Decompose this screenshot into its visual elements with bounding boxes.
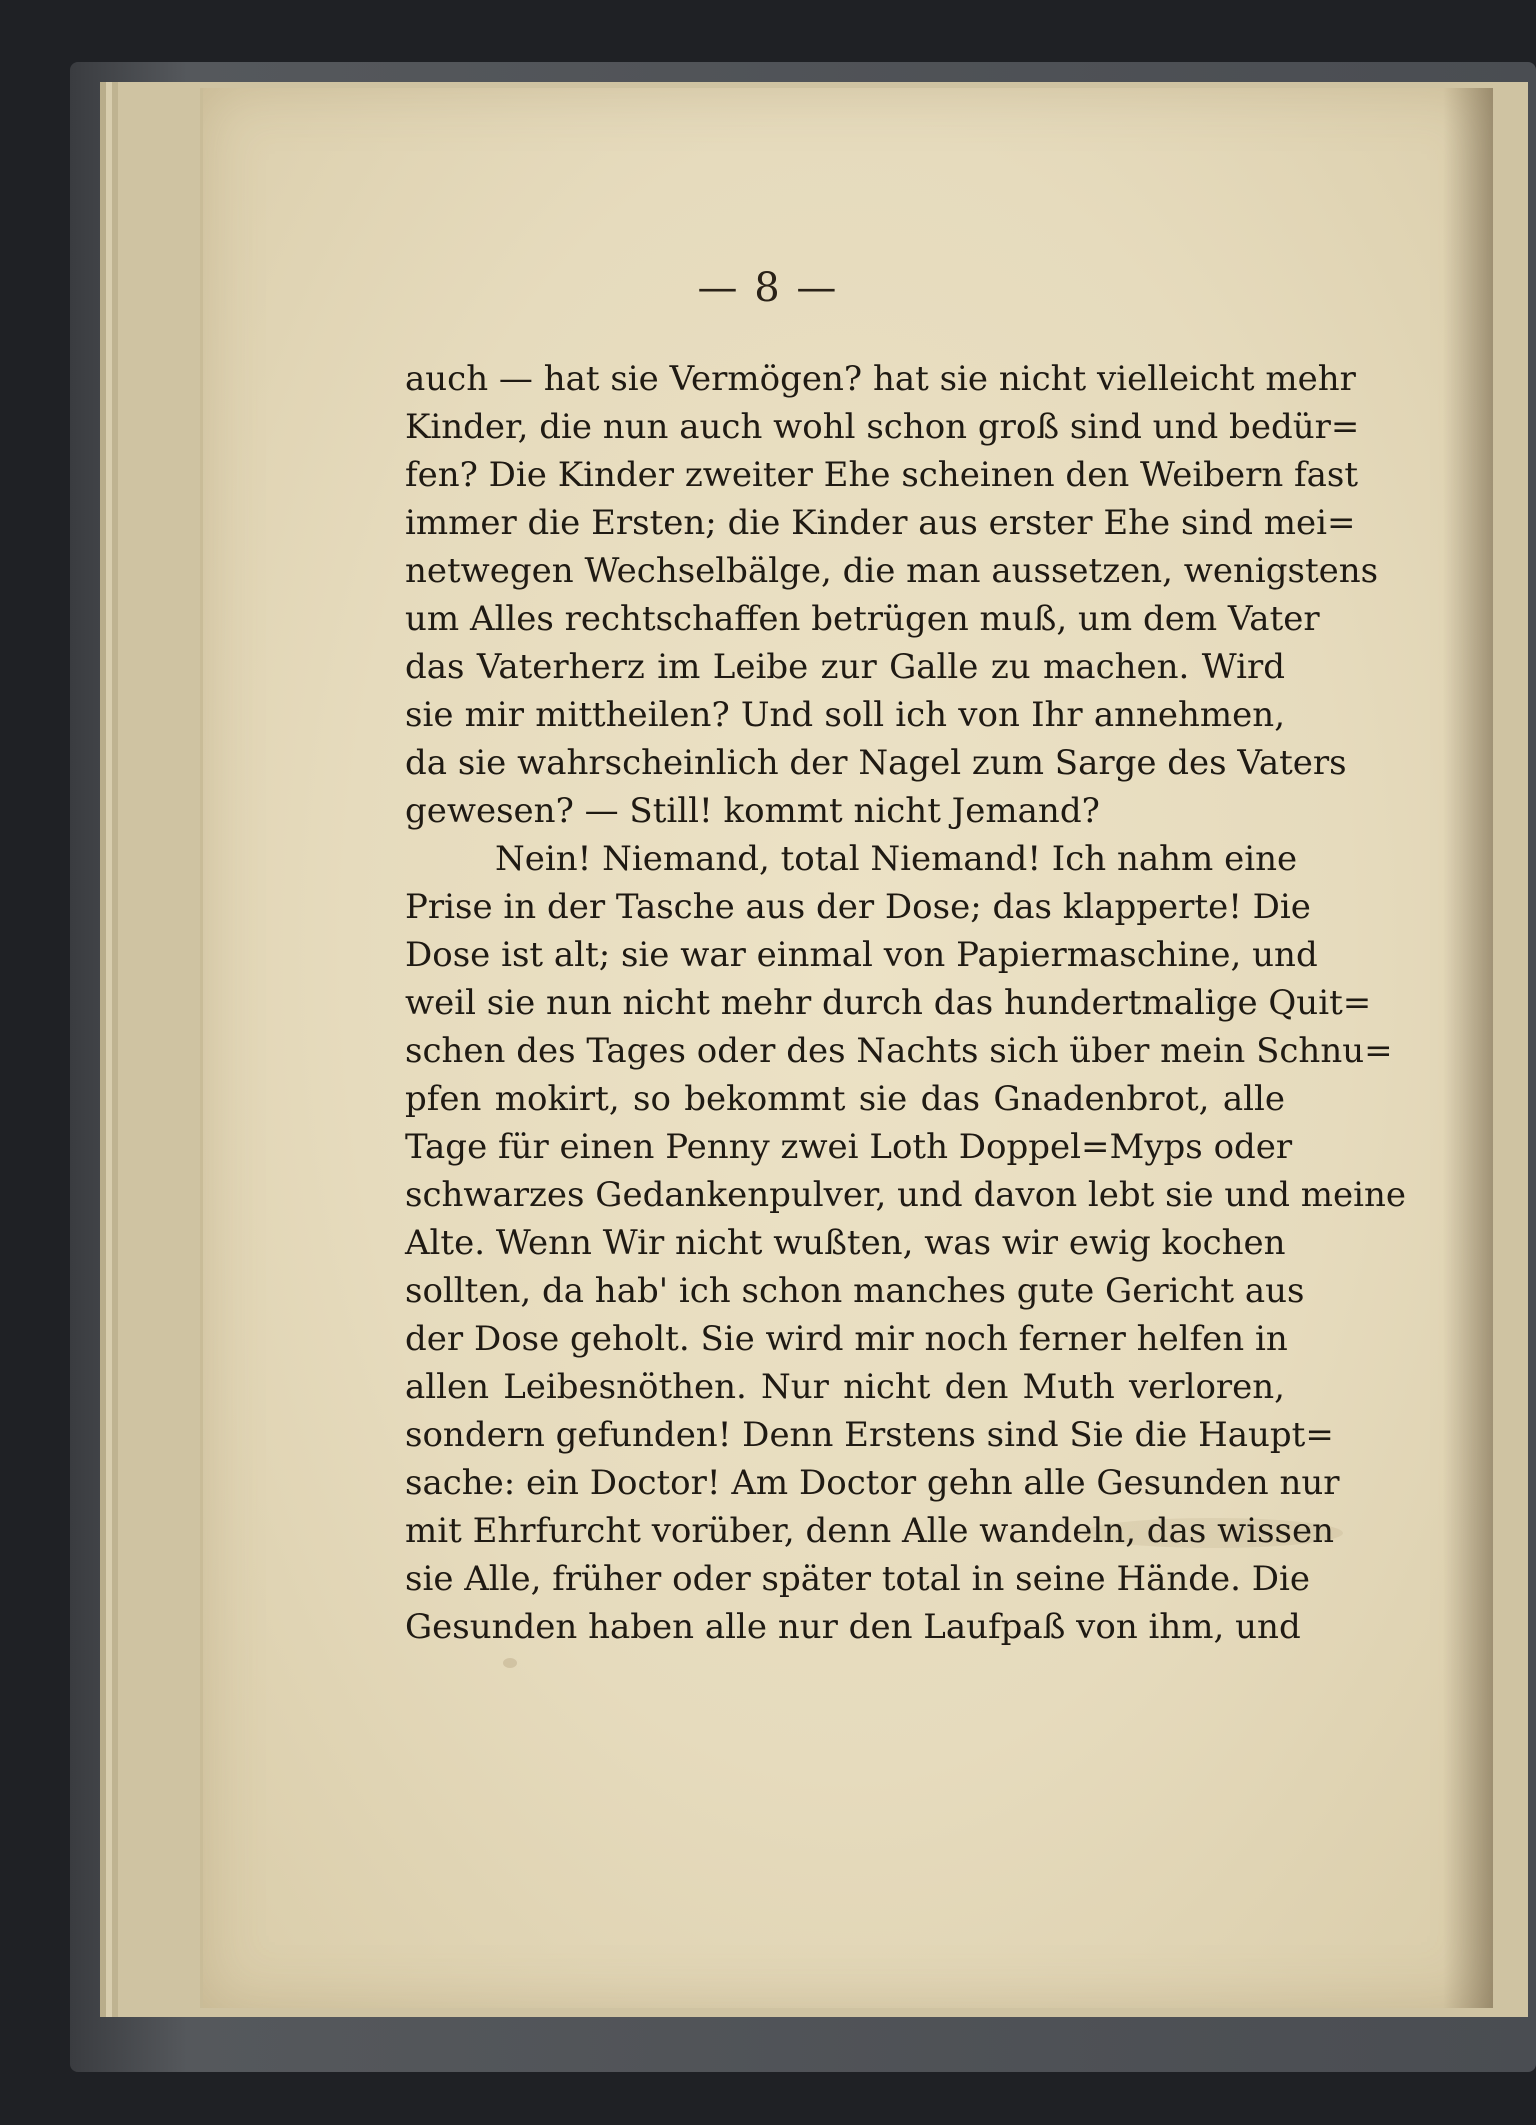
text-line: sollten, da hab' ich schon manches gute Gericht aus xyxy=(405,1271,1305,1311)
text-line: allen Leibesnöthen. Nur nicht den Muth verloren, xyxy=(405,1367,1285,1407)
text-line: fen? Die Kinder zweiter Ehe scheinen den Weibern fast xyxy=(405,455,1358,495)
text-line: schen des Tages oder des Nachts sich über mein Schnu= xyxy=(405,1031,1393,1071)
text-line: Kinder, die nun auch wohl schon groß sind und bedür= xyxy=(405,407,1360,447)
text-line: sondern gefunden! Denn Erstens sind Sie die Haupt= xyxy=(405,1415,1334,1455)
text-line: sie mir mittheilen? Und soll ich von Ihr annehmen, xyxy=(405,695,1285,735)
text-line: das Vaterherz im Leibe zur Galle zu machen. Wird xyxy=(405,647,1285,687)
text-line: auch — hat sie Vermögen? hat sie nicht vielleicht mehr xyxy=(405,359,1356,399)
text-line: Alte. Wenn Wir nicht wußten, was wir ewig kochen xyxy=(405,1223,1286,1263)
text-line: Prise in der Tasche aus der Dose; das klapperte! Die xyxy=(405,887,1311,927)
text-line: Tage für einen Penny zwei Loth Doppel=Myps oder xyxy=(405,1127,1293,1167)
gutter-shadow xyxy=(1443,88,1493,2008)
text-line: Dose ist alt; sie war einmal von Papiermaschine, und xyxy=(405,935,1318,975)
text-line: da sie wahrscheinlich der Nagel zum Sarge des Vaters xyxy=(405,743,1347,783)
text-line: pfen mokirt, so bekommt sie das Gnadenbrot, alle xyxy=(405,1079,1285,1119)
text-line: sache: ein Doctor! Am Doctor gehn alle Gesunden nur xyxy=(405,1463,1340,1503)
paper-stain xyxy=(503,1658,517,1668)
body-text xyxy=(405,355,1407,1651)
text-line: weil sie nun nicht mehr durch das hundertmalige Quit= xyxy=(405,983,1372,1023)
text-line: Gesunden haben alle nur den Laufpaß von ihm, und xyxy=(405,1607,1301,1647)
text-line: mit Ehrfurcht vorüber, denn Alle wandeln, das wissen xyxy=(405,1511,1334,1551)
text-line: Nein! Niemand, total Niemand! Ich nahm eine xyxy=(495,839,1298,879)
text-line: schwarzes Gedankenpulver, und davon lebt sie und meine xyxy=(405,1175,1407,1215)
text-line: gewesen? — Still! kommt nicht Jemand? xyxy=(405,791,1100,831)
text-line: der Dose geholt. Sie wird mir noch ferner helfen in xyxy=(405,1319,1288,1359)
text-line: sie Alle, früher oder später total in seine Hände. Die xyxy=(405,1559,1311,1599)
text-line: um Alles rechtschaffen betrügen muß, um dem Vater xyxy=(405,599,1320,639)
text-line: immer die Ersten; die Kinder aus erster Ehe sind mei= xyxy=(405,503,1356,543)
text-line: netwegen Wechselbälge, die man aussetzen, wenigstens xyxy=(405,551,1379,591)
page-number: — 8 — xyxy=(697,265,839,311)
